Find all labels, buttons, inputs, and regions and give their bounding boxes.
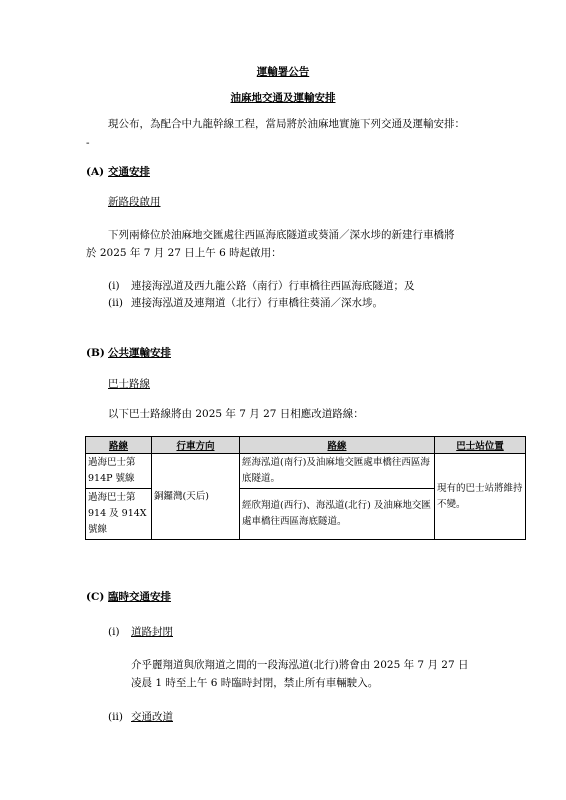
table-header-direction: 行車方向	[152, 437, 240, 454]
path-cell: 經海泓道(南行)及油麻地交匯處車橋往西區海底隧道。	[240, 454, 435, 489]
section-a-title: 交通安排	[108, 166, 150, 178]
list-item-text: 連接海泓道及西九龍公路（南行）行車橋往西區海底隧道；及	[131, 280, 415, 292]
section-c-item2-num: (ii)	[108, 711, 123, 723]
notice-subtitle: 油麻地交通及運輸安排	[230, 92, 336, 104]
section-a-letter: (A)	[86, 166, 105, 178]
section-c-item1-num: (i)	[108, 626, 120, 638]
section-c-letter: (C)	[86, 591, 105, 603]
notice-title: 運輸署公告	[256, 66, 310, 78]
section-b-letter: (B)	[86, 347, 105, 359]
bus-route-table	[85, 436, 526, 540]
section-a-para-line1: 下列兩條位於油麻地交匯處往西區海底隧道或葵涌／深水埗的新建行車橋將	[108, 229, 455, 241]
list-item-num: (i)	[108, 280, 120, 292]
dash-marker: -	[86, 137, 90, 149]
route-cell: 過海巴士第 914P 號線	[86, 454, 152, 489]
section-c-item1-title: 道路封閉	[131, 626, 173, 638]
section-b-title: 公共運輸安排	[108, 347, 171, 359]
section-c-item1-line1: 介乎麗翔道與欣翔道之間的一段海泓道(北行)將會由 2025 年 7 月 27 日	[131, 659, 469, 671]
section-b-para: 以下巴士路線將由 2025 年 7 月 27 日相應改道路線：	[108, 408, 364, 420]
list-item-text: 連接海泓道及連翔道（北行）行車橋往葵涌／深水埗。	[131, 297, 383, 309]
route-cell: 過海巴士第 914 及 914X 號線	[86, 489, 152, 540]
table-header-bus-stop: 巴士站位置	[435, 437, 526, 454]
section-a-subheading: 新路段啟用	[108, 196, 161, 208]
path-cell: 經欣翔道(西行)、海泓道(北行) 及油麻地交匯處車橋往西區海底隧道。	[240, 489, 435, 540]
table-header-row	[86, 437, 526, 454]
list-item-num: (ii)	[108, 297, 123, 309]
section-a-para-line2: 於 2025 年 7 月 27 日上午 6 時起啟用：	[86, 247, 282, 259]
table-header-route: 路線	[86, 437, 152, 454]
bus-stop-cell: 現有的巴士站將維持不變。	[435, 454, 526, 540]
table-row	[86, 454, 526, 489]
section-c-item1-line2: 凌晨 1 時至上午 6 時臨時封閉，禁止所有車輛駛入。	[131, 677, 379, 689]
section-c-title: 臨時交通安排	[108, 591, 171, 603]
section-b-subheading: 巴士路線	[108, 378, 150, 390]
section-c-item2-title: 交通改道	[131, 711, 173, 723]
table-header-path: 路線	[240, 437, 435, 454]
direction-cell: 銅鑼灣(天后)	[152, 454, 240, 540]
intro-paragraph: 現公布，為配合中九龍幹線工程，當局將於油麻地實施下列交通及運輸安排：	[108, 118, 465, 130]
